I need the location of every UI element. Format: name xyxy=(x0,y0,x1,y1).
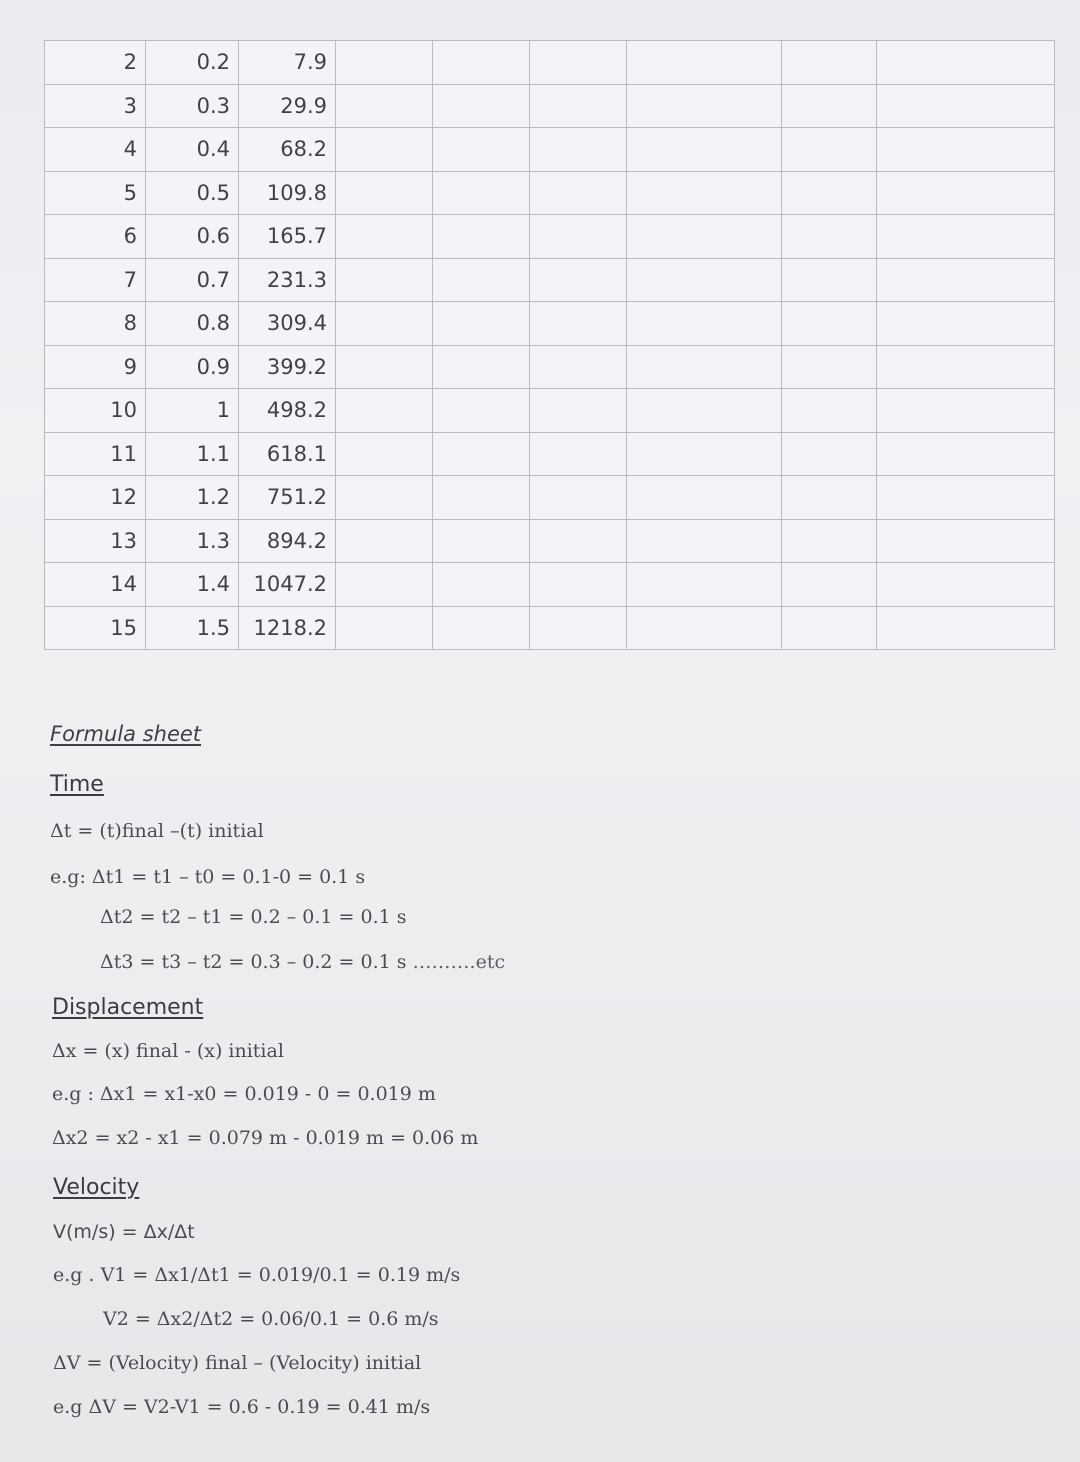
displacement-heading: Displacement xyxy=(52,995,204,1020)
displacement-example-2: Δx2 = x2 - x1 = 0.079 m - 0.019 m = 0.06 m xyxy=(52,1127,479,1149)
time-example-3: Δt3 = t3 – t2 = 0.3 – 0.2 = 0.1 s xyxy=(100,951,407,973)
cell-empty xyxy=(530,41,627,85)
table-row xyxy=(45,563,1055,607)
cell-empty xyxy=(336,258,433,302)
cell-index: 2 xyxy=(45,41,146,85)
cell-empty xyxy=(782,606,877,650)
cell-value: 68.2 xyxy=(239,128,336,172)
cell-empty xyxy=(433,171,530,215)
cell-empty xyxy=(433,215,530,259)
cell-empty xyxy=(433,606,530,650)
cell-empty xyxy=(530,389,627,433)
cell-empty xyxy=(433,519,530,563)
cell-empty xyxy=(877,215,1055,259)
cell-empty xyxy=(530,258,627,302)
cell-empty xyxy=(782,432,877,476)
cell-empty xyxy=(627,258,782,302)
cell-empty xyxy=(877,171,1055,215)
cell-empty xyxy=(336,345,433,389)
cell-empty xyxy=(336,302,433,346)
cell-empty xyxy=(782,389,877,433)
cell-empty xyxy=(530,84,627,128)
cell-empty xyxy=(782,128,877,172)
cell-value: 231.3 xyxy=(239,258,336,302)
cell-empty xyxy=(627,171,782,215)
cell-index: 11 xyxy=(45,432,146,476)
cell-empty xyxy=(877,432,1055,476)
cell-empty xyxy=(627,41,782,85)
cell-empty xyxy=(433,432,530,476)
cell-empty xyxy=(336,41,433,85)
cell-value: 1218.2 xyxy=(239,606,336,650)
table-row xyxy=(45,345,1055,389)
cell-empty xyxy=(530,606,627,650)
cell-empty xyxy=(530,215,627,259)
cell-empty xyxy=(336,128,433,172)
cell-empty xyxy=(877,606,1055,650)
cell-empty xyxy=(336,476,433,520)
cell-empty xyxy=(336,519,433,563)
cell-value: 29.9 xyxy=(239,84,336,128)
cell-empty xyxy=(782,171,877,215)
cell-time: 0.7 xyxy=(146,258,239,302)
cell-empty xyxy=(530,563,627,607)
cell-empty xyxy=(782,476,877,520)
cell-index: 8 xyxy=(45,302,146,346)
table-row xyxy=(45,171,1055,215)
cell-index: 5 xyxy=(45,171,146,215)
cell-time: 0.3 xyxy=(146,84,239,128)
cell-index: 6 xyxy=(45,215,146,259)
cell-empty xyxy=(433,302,530,346)
cell-empty xyxy=(336,606,433,650)
time-heading: Time xyxy=(50,772,104,797)
time-example-3-etc: ……….etc xyxy=(412,951,506,973)
cell-time: 0.4 xyxy=(146,128,239,172)
cell-value: 1047.2 xyxy=(239,563,336,607)
cell-index: 10 xyxy=(45,389,146,433)
cell-time: 0.9 xyxy=(146,345,239,389)
cell-empty xyxy=(782,258,877,302)
cell-empty xyxy=(433,128,530,172)
cell-empty xyxy=(877,389,1055,433)
cell-empty xyxy=(627,345,782,389)
cell-empty xyxy=(877,302,1055,346)
cell-empty xyxy=(877,258,1055,302)
cell-index: 9 xyxy=(45,345,146,389)
cell-empty xyxy=(627,432,782,476)
cell-value: 399.2 xyxy=(239,345,336,389)
cell-empty xyxy=(433,563,530,607)
cell-index: 4 xyxy=(45,128,146,172)
velocity-example-2: V2 = Δx2/Δt2 = 0.06/0.1 = 0.6 m/s xyxy=(103,1308,439,1330)
cell-empty xyxy=(877,519,1055,563)
cell-empty xyxy=(336,84,433,128)
cell-empty xyxy=(627,128,782,172)
time-definition: Δt = (t)final –(t) initial xyxy=(50,820,264,842)
cell-index: 7 xyxy=(45,258,146,302)
cell-empty xyxy=(530,171,627,215)
cell-empty xyxy=(627,389,782,433)
cell-empty xyxy=(627,563,782,607)
table-row xyxy=(45,606,1055,650)
cell-empty xyxy=(433,389,530,433)
cell-empty xyxy=(877,476,1055,520)
cell-empty xyxy=(530,476,627,520)
cell-empty xyxy=(877,128,1055,172)
cell-index: 15 xyxy=(45,606,146,650)
cell-empty xyxy=(433,476,530,520)
cell-value: 165.7 xyxy=(239,215,336,259)
cell-time: 1 xyxy=(146,389,239,433)
cell-empty xyxy=(782,345,877,389)
cell-time: 1.3 xyxy=(146,519,239,563)
cell-empty xyxy=(877,563,1055,607)
cell-time: 0.6 xyxy=(146,215,239,259)
cell-empty xyxy=(877,345,1055,389)
cell-empty xyxy=(336,563,433,607)
table-row xyxy=(45,258,1055,302)
cell-empty xyxy=(877,84,1055,128)
cell-empty xyxy=(433,41,530,85)
velocity-heading: Velocity xyxy=(53,1175,140,1200)
cell-empty xyxy=(782,302,877,346)
cell-time: 0.2 xyxy=(146,41,239,85)
cell-value: 894.2 xyxy=(239,519,336,563)
cell-empty xyxy=(782,84,877,128)
cell-value: 751.2 xyxy=(239,476,336,520)
cell-empty xyxy=(782,215,877,259)
cell-empty xyxy=(336,432,433,476)
cell-empty xyxy=(627,302,782,346)
table-row xyxy=(45,215,1055,259)
delta-v-example: e.g ΔV = V2-V1 = 0.6 - 0.19 = 0.41 m/s xyxy=(53,1396,431,1418)
cell-empty xyxy=(530,519,627,563)
cell-empty xyxy=(627,519,782,563)
table-body xyxy=(45,41,1055,650)
cell-index: 12 xyxy=(45,476,146,520)
cell-empty xyxy=(627,215,782,259)
cell-value: 309.4 xyxy=(239,302,336,346)
table-row xyxy=(45,84,1055,128)
table-row xyxy=(45,41,1055,85)
cell-empty xyxy=(530,432,627,476)
cell-empty xyxy=(433,258,530,302)
table-row xyxy=(45,128,1055,172)
cell-empty xyxy=(877,41,1055,85)
cell-empty xyxy=(627,84,782,128)
velocity-example-1: e.g . V1 = Δx1/Δt1 = 0.019/0.1 = 0.19 m/s xyxy=(53,1264,461,1286)
cell-index: 13 xyxy=(45,519,146,563)
cell-empty xyxy=(530,128,627,172)
cell-empty xyxy=(433,345,530,389)
velocity-definition: V(m/s) = Δx/Δt xyxy=(53,1221,195,1243)
cell-empty xyxy=(530,345,627,389)
cell-time: 1.2 xyxy=(146,476,239,520)
cell-empty xyxy=(782,563,877,607)
formula-sheet-title: Formula sheet xyxy=(50,722,202,746)
cell-empty xyxy=(336,215,433,259)
cell-time: 0.5 xyxy=(146,171,239,215)
cell-time: 1.4 xyxy=(146,563,239,607)
delta-v-definition: ΔV = (Velocity) final – (Velocity) initial xyxy=(53,1352,422,1374)
data-table xyxy=(44,40,1055,650)
cell-index: 14 xyxy=(45,563,146,607)
cell-empty xyxy=(627,606,782,650)
cell-empty xyxy=(782,41,877,85)
cell-empty xyxy=(336,171,433,215)
cell-value: 618.1 xyxy=(239,432,336,476)
cell-time: 1.5 xyxy=(146,606,239,650)
cell-value: 109.8 xyxy=(239,171,336,215)
cell-empty xyxy=(782,519,877,563)
cell-empty xyxy=(336,389,433,433)
time-example-3-line xyxy=(100,951,505,973)
displacement-definition: Δx = (x) final - (x) initial xyxy=(52,1040,284,1062)
table-row xyxy=(45,476,1055,520)
table-row xyxy=(45,389,1055,433)
cell-empty xyxy=(530,302,627,346)
displacement-example-1: e.g : Δx1 = x1-x0 = 0.019 - 0 = 0.019 m xyxy=(52,1083,436,1105)
table-row xyxy=(45,519,1055,563)
cell-empty xyxy=(627,476,782,520)
cell-time: 1.1 xyxy=(146,432,239,476)
cell-value: 498.2 xyxy=(239,389,336,433)
time-example-2: Δt2 = t2 – t1 = 0.2 – 0.1 = 0.1 s xyxy=(100,906,407,928)
table-row xyxy=(45,302,1055,346)
time-example-1: e.g: Δt1 = t1 – t0 = 0.1-0 = 0.1 s xyxy=(50,866,366,888)
table-row xyxy=(45,432,1055,476)
cell-empty xyxy=(433,84,530,128)
cell-value: 7.9 xyxy=(239,41,336,85)
cell-index: 3 xyxy=(45,84,146,128)
cell-time: 0.8 xyxy=(146,302,239,346)
